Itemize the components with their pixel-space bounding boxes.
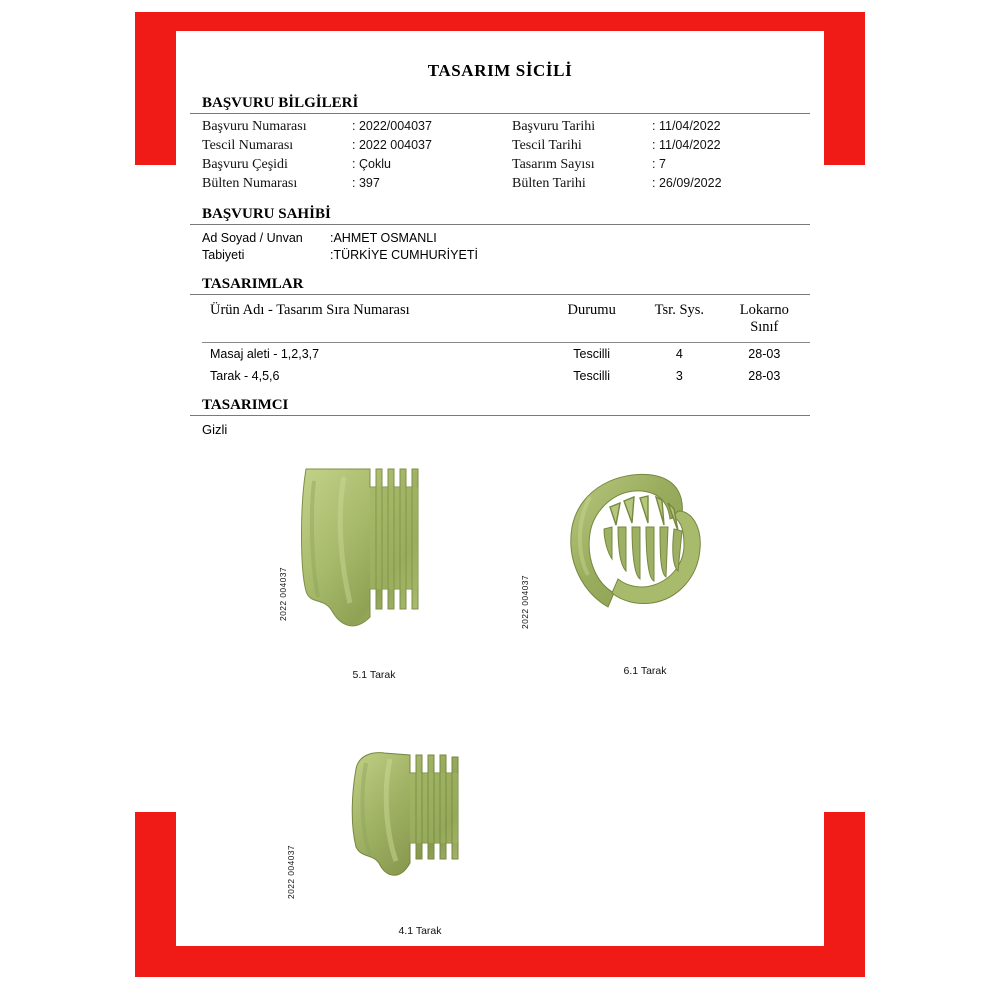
design-image-comb-arc <box>560 467 740 637</box>
value-bulletin-number <box>352 176 512 192</box>
owner-block <box>190 231 810 262</box>
figure-caption-3: 4.1 Tarak <box>398 925 442 937</box>
divider <box>190 415 810 416</box>
divider <box>190 113 810 114</box>
sep: : <box>352 157 356 171</box>
value-registration-date <box>652 138 810 154</box>
locarno-line-1: Lokarno <box>739 302 789 318</box>
cell-count: 3 <box>675 369 683 383</box>
column-header-locarno <box>719 299 810 343</box>
label-bulletin-date: Bülten Tarihi <box>512 176 586 191</box>
table-row <box>202 343 810 366</box>
table-row <box>202 365 810 387</box>
design-image-comb-wide <box>340 747 540 907</box>
column-header-status: Durumu <box>543 299 640 343</box>
figure-1 <box>284 457 484 681</box>
value-application-date <box>652 119 810 135</box>
page-title: TASARIM SİCİLİ <box>427 61 573 80</box>
section-heading-designer: TASARIMCI <box>202 397 289 413</box>
label-bulletin-number: Bülten Numarası <box>202 176 298 191</box>
text: 2022 004037 <box>358 138 432 152</box>
label-registration-date: Tescil Tarihi <box>512 138 582 153</box>
sep: : <box>352 176 356 190</box>
divider <box>190 224 810 225</box>
cell-status: Tescilli <box>573 347 611 361</box>
section-heading-application-info: BAŞVURU BİLGİLERİ <box>202 95 359 111</box>
sep: : <box>652 176 656 190</box>
cell-locarno: 28-03 <box>748 369 781 383</box>
designs-table <box>202 299 810 387</box>
cell-product: Masaj aleti - 1,2,3,7 <box>210 347 320 361</box>
text: 11/04/2022 <box>658 119 721 133</box>
text: Çoklu <box>358 157 391 171</box>
figure-side-code-1: 2022 004037 <box>278 567 288 622</box>
value-design-count <box>652 157 810 173</box>
sep: : <box>652 119 656 133</box>
owner-name-row <box>202 231 810 245</box>
locarno-line-2: Sınıf <box>750 319 779 335</box>
section-heading-designs: TASARIMLAR <box>202 276 304 292</box>
figure-3 <box>340 747 540 937</box>
label-design-count: Tasarım Sayısı <box>512 157 595 172</box>
text: 11/04/2022 <box>658 138 721 152</box>
cell-count: 4 <box>675 347 683 361</box>
figures-area <box>190 447 838 967</box>
text: 26/09/2022 <box>658 176 722 190</box>
label-registration-number: Tescil Numarası <box>202 138 294 153</box>
cell-product: Tarak - 4,5,6 <box>210 369 280 383</box>
design-image-comb-flat <box>284 457 484 647</box>
column-header-product: Ürün Adı - Tasarım Sıra Numarası <box>202 299 543 343</box>
sep: : <box>352 119 356 133</box>
figure-caption-2: 6.1 Tarak <box>623 665 667 677</box>
figure-side-code-3: 2022 004037 <box>286 845 296 900</box>
sep: : <box>352 138 356 152</box>
value-registration-number <box>352 138 512 154</box>
value-application-type <box>352 157 512 173</box>
value-owner-name: :AHMET OSMANLI <box>330 231 437 245</box>
figure-caption-1: 5.1 Tarak <box>352 669 396 681</box>
text: 2022/004037 <box>358 119 432 133</box>
cell-status: Tescilli <box>573 369 611 383</box>
figure-side-code-2: 2022 004037 <box>520 575 530 630</box>
application-info-grid <box>190 119 810 192</box>
figure-2 <box>560 467 740 677</box>
section-heading-owner: BAŞVURU SAHİBİ <box>202 206 331 222</box>
column-header-count: Tsr. Sys. <box>640 299 718 343</box>
document-sheet <box>176 31 824 946</box>
divider <box>190 294 810 295</box>
cell-locarno: 28-03 <box>748 347 781 361</box>
value-bulletin-date <box>652 176 810 192</box>
text: 397 <box>358 176 380 190</box>
sep: : <box>652 138 656 152</box>
value-application-number <box>352 119 512 135</box>
label-owner-nationality: Tabiyeti <box>202 248 245 262</box>
value-owner-nationality: :TÜRKİYE CUMHURİYETİ <box>330 248 478 262</box>
table-header-row <box>202 299 810 343</box>
label-owner-name: Ad Soyad / Unvan <box>202 231 303 245</box>
label-application-date: Başvuru Tarihi <box>512 119 596 134</box>
text: 7 <box>658 157 666 171</box>
label-application-number: Başvuru Numarası <box>202 119 307 134</box>
sep: : <box>652 157 656 171</box>
owner-nationality-row <box>202 248 810 262</box>
label-application-type: Başvuru Çeşidi <box>202 157 288 172</box>
value-designer: Gizli <box>202 422 228 437</box>
